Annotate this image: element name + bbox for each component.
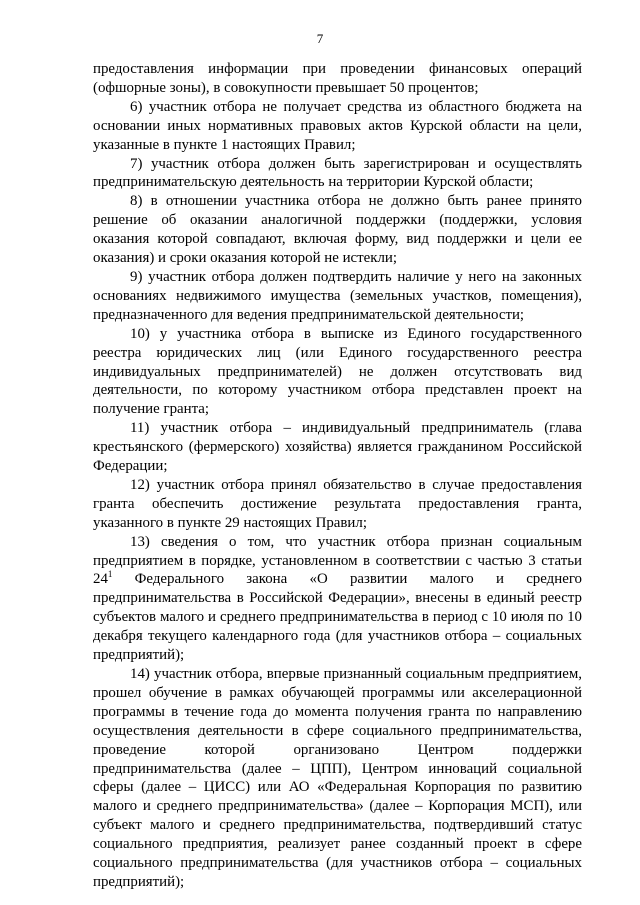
paragraph-13-text-before: 13) сведения о том, что участник отбора признан социальным предприятием в порядке, установленном в соответствии с частью 3 статьи 24 bbox=[93, 533, 582, 588]
page-number: 7 bbox=[316, 31, 324, 46]
article-superscript: 1 bbox=[107, 569, 113, 580]
paragraph-13-text-after: Федерального закона «О развитии малого и среднего предпринимательства в Российской Федерации», внесены в единый реестр субъектов малого и среднего предпринимательства в период с 10 июля по 10 декабря текущего календарного года (для участников отбора – социальных предприятий); bbox=[93, 571, 582, 664]
document-body bbox=[93, 60, 582, 892]
paragraph-item-8: 8) в отношении участника отбора не должно быть ранее принято решение об оказании аналогичной поддержки (поддержки, условия оказания которой совпадают, включая форму, вид поддержки и цели ее оказания) и сроки оказания которой не истекли; bbox=[93, 193, 582, 267]
paragraph-item-6: 6) участник отбора не получает средства из областного бюджета на основании иных нормативных правовых актов Курской области на цели, указанные в пункте 1 настоящих Правил; bbox=[93, 98, 582, 153]
paragraph-item-11: 11) участник отбора – индивидуальный предприниматель (глава крестьянского (фермерского) хозяйства) является гражданином Российской Федерации; bbox=[93, 420, 582, 475]
paragraph-item-9: 9) участник отбора должен подтвердить наличие у него на законных основаниях недвижимого имущества (земельных участков, помещения), предназначенного для ведения предпринимательской деятельности; bbox=[93, 268, 582, 323]
paragraph-item-10: 10) у участника отбора в выписке из Единого государственного реестра юридических лиц (или Единого государственного реестра индивидуальных предпринимателей) не должен отсутствовать вид деятельности, по которому участником отбора представлен проект на получение гранта; bbox=[93, 325, 582, 418]
paragraph-item-7: 7) участник отбора должен быть зарегистрирован и осуществлять предпринимательскую деятельность на территории Курской области; bbox=[93, 155, 582, 191]
paragraph-item-12: 12) участник отбора принял обязательство в случае предоставления гранта обеспечить достижение результата предоставления гранта, указанного в пункте 29 настоящих Правил; bbox=[93, 476, 582, 531]
paragraph-item-14: 14) участник отбора, впервые признанный социальным предприятием, прошел обучение в рамках обучающей программы или акселерационной программы в течение года до момента получения гранта по направлению осуществления деятельности в сфере социального предпринимательства, проведение которой организовано Центром поддержки предпринимательства (далее – ЦПП), Центром инноваций социальной сферы (далее – ЦИСС) или АО «Федеральная Корпорация по развитию малого и среднего предпринимательства» (далее – Корпорация МСП), или субъект малого и среднего предпринимательства, подтвердивший статус социального предприятия, реализует ранее созданный проект в сфере социального предпринимательства (для участников отбора – социальных предприятий); bbox=[93, 666, 582, 890]
paragraph-continuation: предоставления информации при проведении финансовых операций (офшорные зоны), в совокупности превышает 50 процентов; bbox=[93, 61, 582, 96]
paragraph-item-13 bbox=[93, 533, 582, 665]
